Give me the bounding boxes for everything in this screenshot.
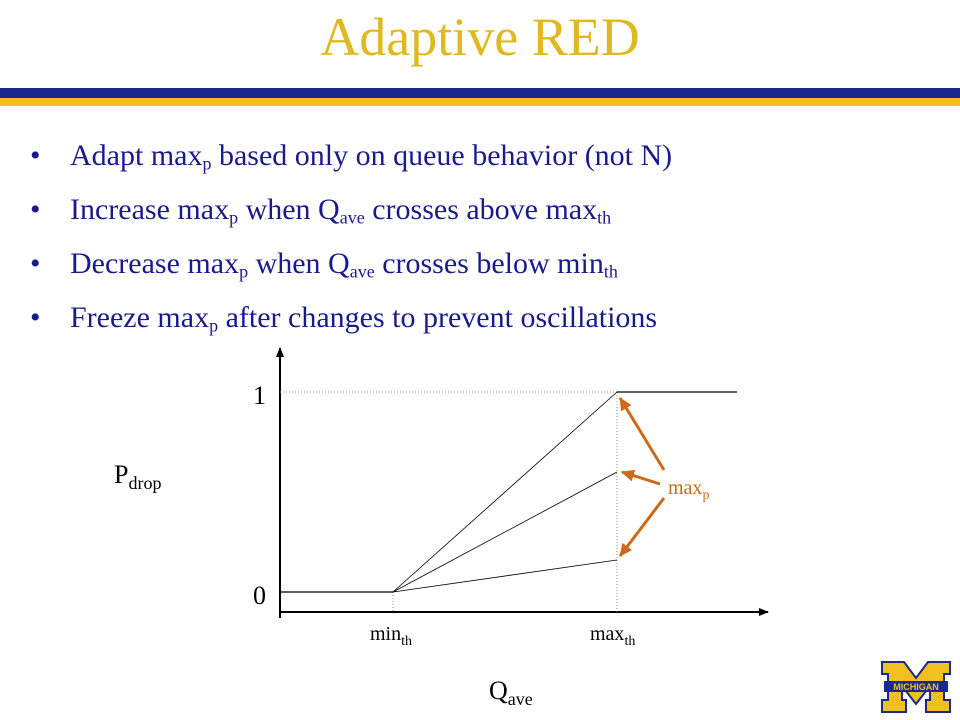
y-tick-one: 1 xyxy=(253,381,266,410)
bullet-item: • Decrease $\max_p$ when $Q_{ave}$ crosses below $\min_{th}$ xyxy=(30,247,618,282)
x-axis-label: $Q_{ave}$ xyxy=(489,676,533,709)
y-tick-zero: 0 xyxy=(253,581,266,610)
svg-text:MICHIGAN: MICHIGAN xyxy=(893,682,939,692)
min-th-label: $\min_{th}$ xyxy=(370,623,413,649)
bullet-item: • Increase $\max_p$ when $Q_{ave}$ crosses above $\max_{th}$ xyxy=(30,193,612,228)
y-axis-label: $P_{drop}$ xyxy=(114,460,162,493)
maxp-arrow-down xyxy=(620,498,664,556)
curve-low xyxy=(393,560,617,592)
bullet-item: • Freeze $\max_p$ after changes to prevent oscillations xyxy=(30,301,658,336)
max-th-label: $\max_{th}$ xyxy=(590,623,636,649)
curve-mid xyxy=(393,472,617,592)
bullet-item: • Adapt $\max_p$ based only on queue behavior (not N) xyxy=(30,139,673,174)
curve-steep xyxy=(393,392,617,592)
slide-title: Adaptive RED xyxy=(320,7,640,67)
maxp-arrow-up xyxy=(620,398,664,470)
maxp-label: $\max_p$ xyxy=(668,477,710,503)
maxp-arrow-mid xyxy=(622,472,660,484)
michigan-logo xyxy=(880,660,952,714)
